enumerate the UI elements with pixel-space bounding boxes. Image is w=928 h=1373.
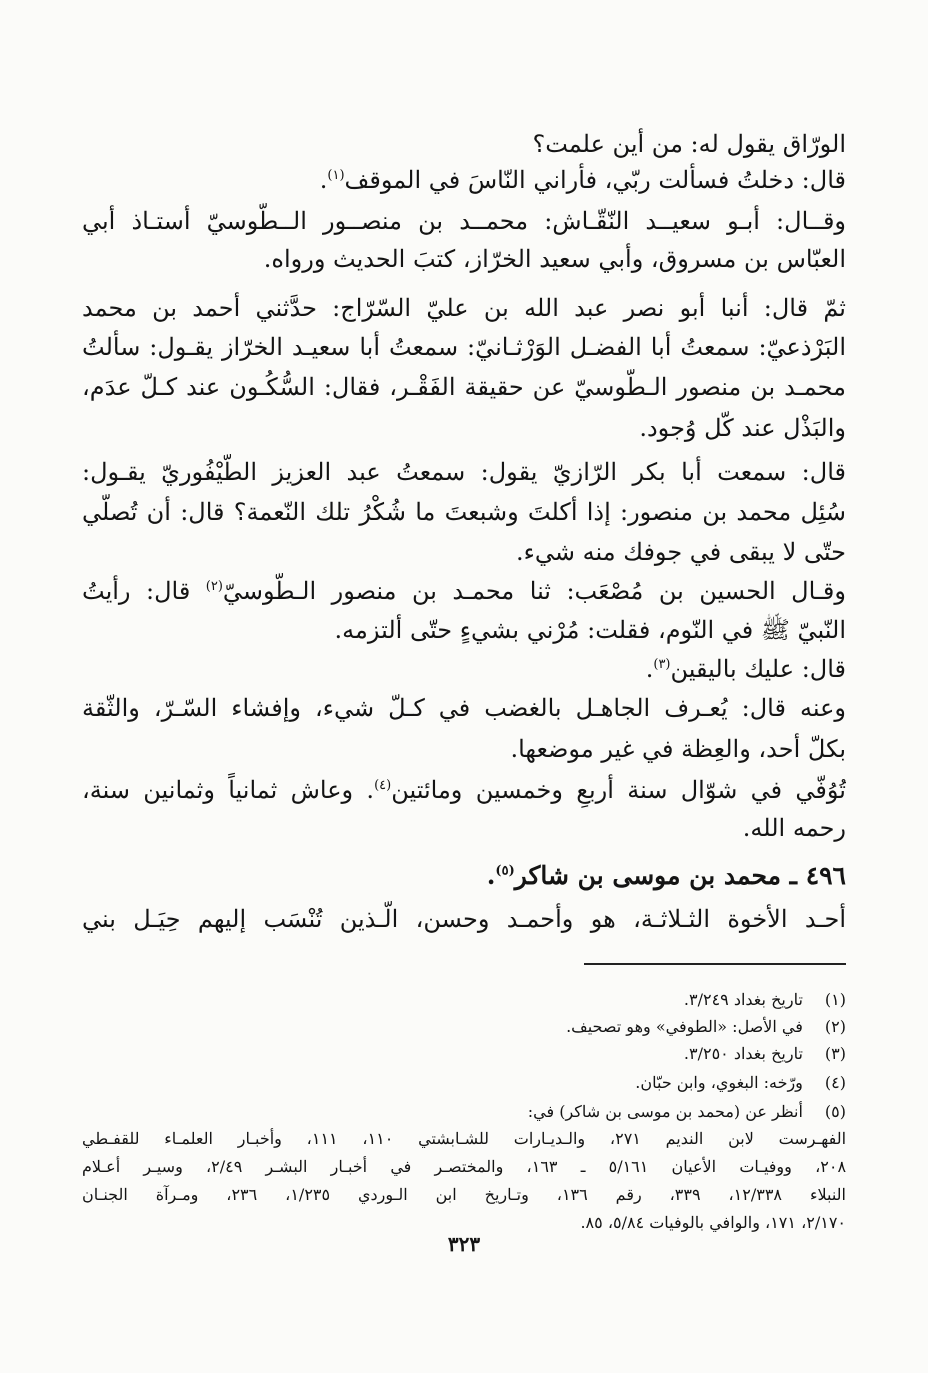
footnote-5-cont-3: النبلاء ١٢/٣٣٨، ٣٣٩، رقم ١٣٦، وتـاريخ ابن الـوردي ١/٢٣٥، ٢٣٦، ومـرآة الجنـان	[82, 1185, 846, 1204]
text-line-17: تُوُفّي في شوّال سنة أربعٍ وخمسين ومائتين$^{(٤)}$. وعاش ثمانياً وثمانين سنة،	[82, 776, 846, 804]
text-line-after-heading: أحـد الأخوة الثـلاثـة، هو وأحمـد وحسن، الّـذين تُنْسَب إليهم حِيَـل بني	[82, 905, 846, 933]
text-line-14: قال: عليك باليقين$^{(٣)}$.	[645, 655, 846, 683]
footnote-1: (١) تاريخ بغداد ٣/٢٤٩.	[683, 990, 846, 1009]
footnote-5-cont-1: الفهـرست لابن النديم ٢٧١، والـديـارات للشـابشتي ١١٠، ١١١، وأخبـار العلمـاء للقفـطي	[82, 1129, 846, 1148]
footnote-mark-5: (٥)	[495, 863, 515, 879]
text-line-16: بكلّ أحد، والعِظة في غير موضعها.	[510, 735, 846, 763]
text-line-2: قال: دخلتُ فسألت ربّي، فأراني النّاسَ في الموقف$^{(١)}$.	[319, 166, 846, 194]
footnote-4: (٤) ورّخه: البغوي، وابن حبّان.	[635, 1073, 846, 1092]
footnote-separator	[584, 963, 846, 965]
footnote-mark-1: (١)	[327, 168, 345, 183]
footnote-3: (٣) تاريخ بغداد ٣/٢٥٠.	[683, 1044, 846, 1063]
text-line-1: الورّاق يقول له: من أين علمت؟	[532, 130, 846, 158]
text-line-5: ثمّ قال: أنبا أبو نصر عبد الله بن عليّ السّرّاج: حدَّثني أحمد بن محمد	[82, 294, 846, 322]
text-line-4: العبّاس بن مسروق، وأبي سعيد الخرّاز، كتبَ الحديث ورواه.	[263, 245, 846, 273]
footnote-2: (٢) في الأصل: «الطوفي» وهو تصحيف.	[566, 1017, 846, 1036]
footnote-mark-2: (٢)	[205, 579, 223, 594]
text-line-13: النّبيّ ﷺ في النّوم، فقلت: مُرْني بشيءٍ حتّى ألتزمه.	[334, 616, 846, 644]
text-line-8: والبَذْل عند كّل وُجود.	[639, 414, 846, 442]
text-line-3: وقــال: أبـو سعيــد النّقّـاش: محمــد بن منصــور الــطُّوسيّ أستـاذ أبي	[82, 207, 846, 235]
text-line-7: محمـد بن منصور الـطُّوسيّ عن حقيقة الفَقْـر، فقال: السُّكُـون عند كـلّ عدَم،	[82, 373, 846, 401]
text-line-10: سُئِل محمد بن منصور: إذا أكلتَ وشبعتَ ما شُكْرُ تلك النّعمة؟ قال: أن تُصلّي	[82, 498, 846, 526]
text-line-15: وعنه قال: يُعـرف الجاهـل بالغضب في كـلّ شيء، وإفشاء السّـرّ، والثّقة	[82, 694, 846, 722]
text-line-12: وقـال الحسين بن مُصْعَب: ثنا محمـد بن منصور الـطُّوسيّ$^{(٢)}$ قال: رأيتُ	[82, 577, 846, 605]
text-line-6: البَرْذعيّ: سمعتُ أبا الفضـل الوَرْثـانيّ: سمعتُ أبا سعيـد الخرّاز يقـول: سألتُ	[82, 333, 846, 361]
footnote-mark-3: (٣)	[653, 657, 671, 672]
page-number: ٣٢٣	[447, 1232, 481, 1256]
footnote-5-cont-4: ٢/١٧٠، ١٧١، والوافي بالوفيات ٥/٨٤، ٨٥.	[580, 1213, 846, 1232]
entry-heading: ٤٩٦ ـ محمد بن موسى بن شاكر$^{(٥)}$.	[486, 861, 846, 890]
text-line-11: حتّى لا يبقى في جوفك منه شيء.	[515, 538, 846, 566]
text-line-18: رحمه الله.	[742, 814, 846, 842]
footnote-mark-4: (٤)	[374, 778, 392, 793]
footnote-5: (٥) أنظر عن (محمد بن موسى بن شاكر) في:	[527, 1102, 846, 1121]
footnote-5-cont-2: ٢٠٨، ووفيـات الأعيان ٥/١٦١ ـ ١٦٣، والمختصـر في أخبـار البشـر ٢/٤٩، وسيـر أعـلام	[82, 1157, 846, 1176]
text-line-9: قال: سمعت أبا بكر الرّازيّ يقول: سمعتُ عبد العزيز الطَّيْفُوريّ يقـول:	[82, 458, 846, 486]
